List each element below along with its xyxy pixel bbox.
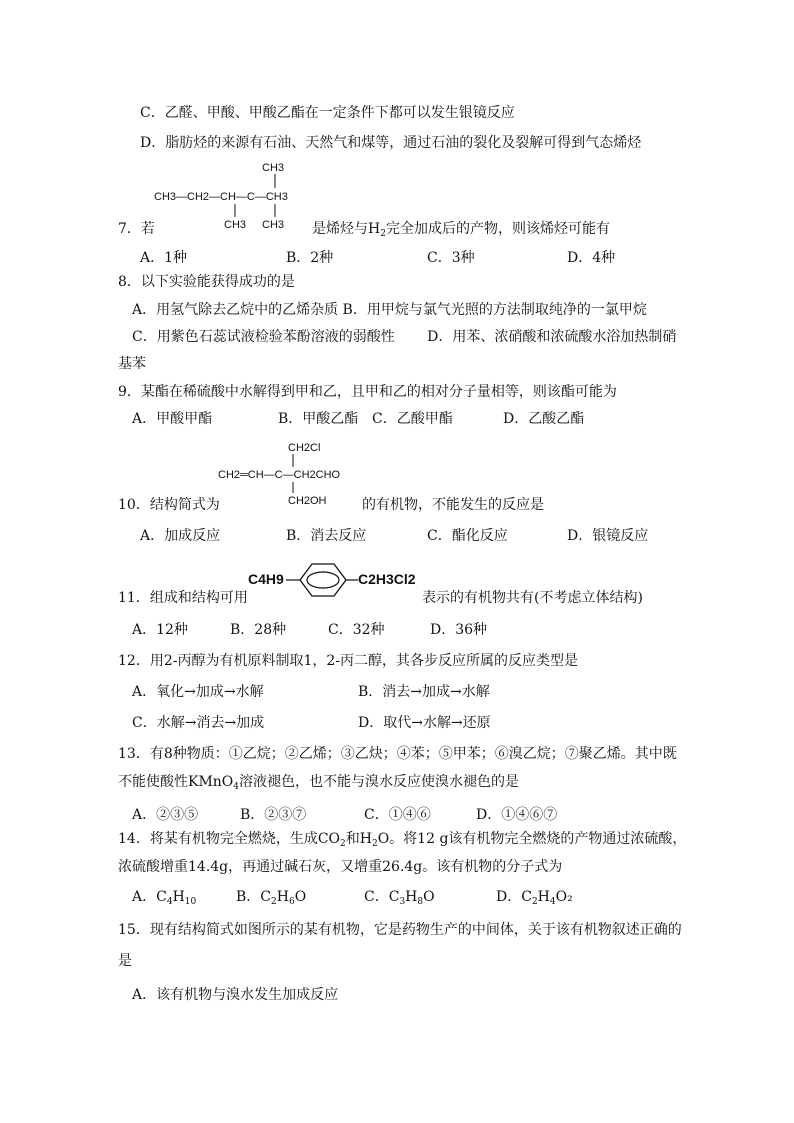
q7-stem-prefix: 7．若 bbox=[118, 221, 155, 237]
q7-option-a: A．1种 bbox=[140, 250, 188, 266]
q7-struct-top-methyl: CH3 bbox=[262, 162, 285, 174]
q9-stem: 9．某酯在稀硫酸中水解得到甲和乙，且甲和乙的相对分子量相等，则该酯可能为 bbox=[118, 384, 617, 400]
q8-option-d-cont: 基苯 bbox=[118, 356, 146, 372]
q10-struct-bottom-group: CH2OH bbox=[288, 495, 327, 507]
q10-option-d: D．银镜反应 bbox=[567, 528, 649, 544]
q6-option-c: C．乙醛、甲酸、甲酸乙酯在一定条件下都可以发生银镜反应 bbox=[140, 105, 515, 121]
q10-struct-top-group: CH2Cl bbox=[288, 442, 321, 454]
q11-right-group: C2H3Cl2 bbox=[358, 571, 416, 587]
q10-option-a: A．加成反应 bbox=[140, 528, 221, 544]
q6-option-d: D．脂肪烃的来源有石油、天然气和煤等，通过石油的裂化及裂解可得到气态烯烃 bbox=[140, 135, 642, 151]
q8-options-ab: A．用氢气除去乙烷中的乙烯杂质 B．用甲烷与氯气光照的方法制取纯净的一氯甲烷 bbox=[132, 302, 647, 318]
q13-stem-line1: 13．有8种物质：①乙烷；②乙烯；③乙炔；④苯；⑤甲苯；⑥溴乙烷；⑦聚乙烯。其中既 bbox=[118, 746, 677, 762]
q14-stem-line1: 14．将某有机物完全燃烧，生成$CO_2$和$H_2O$。将12 g该有机物完全燃烧的产物通过浓硫酸， bbox=[118, 831, 687, 849]
q11-option-d: D．36种 bbox=[430, 622, 488, 638]
q9-option-a: A．甲酸甲酯 bbox=[132, 411, 213, 427]
q11-option-c: C．32种 bbox=[328, 622, 385, 638]
q14-option-b: B．$C_2H_6O$ bbox=[236, 889, 307, 907]
q13-option-b: B．②③⑦ bbox=[240, 807, 307, 823]
q10-stem-prefix: 10．结构简式为 bbox=[118, 497, 220, 513]
q9-option-c: C．乙酸甲酯 bbox=[372, 411, 453, 427]
q12-option-c: C．水解→消去→加成 bbox=[132, 715, 265, 731]
q14-stem-line2: 浓硫酸增重14.4g，再通过碱石灰，又增重26.4g。该有机物的分子式为 bbox=[118, 859, 563, 875]
q7-struct-bottom-left-methyl: CH3 bbox=[224, 219, 247, 231]
q10-option-c: C．酯化反应 bbox=[427, 528, 508, 544]
q12-option-b: B．消去→加成→水解 bbox=[358, 684, 490, 700]
q15-option-a: A．该有机物与溴水发生加成反应 bbox=[132, 987, 339, 1003]
q7-structure-diagram bbox=[150, 160, 330, 232]
q7-struct-bottom-right-methyl: CH3 bbox=[262, 219, 285, 231]
q10-option-b: B．消去反应 bbox=[286, 528, 367, 544]
q7-struct-main-chain: CH3—CH2—CH—C—CH3 bbox=[154, 191, 288, 203]
q7-option-c: C．3种 bbox=[427, 250, 475, 266]
q11-stem-suffix: 表示的有机物共有(不考虑立体结构) bbox=[422, 590, 643, 606]
q9-option-d: D．乙酸乙酯 bbox=[503, 411, 585, 427]
q11-option-a: A．12种 bbox=[132, 622, 188, 638]
q12-stem: 12．用2-丙醇为有机原料制取1，2-丙二醇，其各步反应所属的反应类型是 bbox=[118, 653, 578, 669]
q12-option-a: A．氧化→加成→水解 bbox=[132, 684, 264, 700]
q15-stem-line1: 15．现有结构简式如图所示的某有机物，它是药物生产的中间体，关于该有机物叙述正确的 bbox=[118, 922, 682, 938]
q10-structure-diagram bbox=[214, 438, 374, 508]
q11-structure-diagram bbox=[246, 558, 426, 604]
q10-stem-suffix: 的有机物，不能发生的反应是 bbox=[362, 497, 544, 513]
q11-stem-prefix: 11．组成和结构可用 bbox=[118, 590, 248, 606]
q7-stem-suffix: 是烯烃与$H_2$完全加成后的产物，则该烯烃可能有 bbox=[312, 221, 610, 239]
q7-option-d: D．4种 bbox=[567, 250, 616, 266]
q14-option-c: C．$C_3H_8O$ bbox=[364, 889, 435, 907]
q11-left-group: C4H9 bbox=[248, 571, 284, 587]
q14-option-a: A．$C_4H_{10}$ bbox=[132, 889, 197, 907]
q8-options-cd: C．用紫色石蕊试液检验苯酚溶液的弱酸性 D．用苯、浓硝酸和浓硫酸水浴加热制硝 bbox=[132, 329, 677, 345]
q8-stem: 8．以下实验能获得成功的是 bbox=[118, 274, 295, 290]
q14-option-d: D．$C_2H_4O_2$ bbox=[496, 889, 573, 907]
q13-option-c: C．①④⑥ bbox=[364, 807, 431, 823]
q13-stem-line2: 不能使酸性KMnO$_4$溶液褪色，也不能与溴水反应使溴水褪色的是 bbox=[118, 774, 520, 792]
q15-stem-line2: 是 bbox=[118, 953, 132, 969]
q12-option-d: D．取代→水解→还原 bbox=[358, 715, 491, 731]
q13-option-d: D．①④⑥⑦ bbox=[476, 807, 558, 823]
q9-option-b: B．甲酸乙酯 bbox=[278, 411, 359, 427]
q11-option-b: B．28种 bbox=[230, 622, 287, 638]
q10-struct-main-chain: CH2═CH—C—CH2CHO bbox=[218, 469, 341, 481]
q7-option-b: B．2种 bbox=[286, 250, 334, 266]
q13-option-a: A．②③⑤ bbox=[132, 807, 199, 823]
